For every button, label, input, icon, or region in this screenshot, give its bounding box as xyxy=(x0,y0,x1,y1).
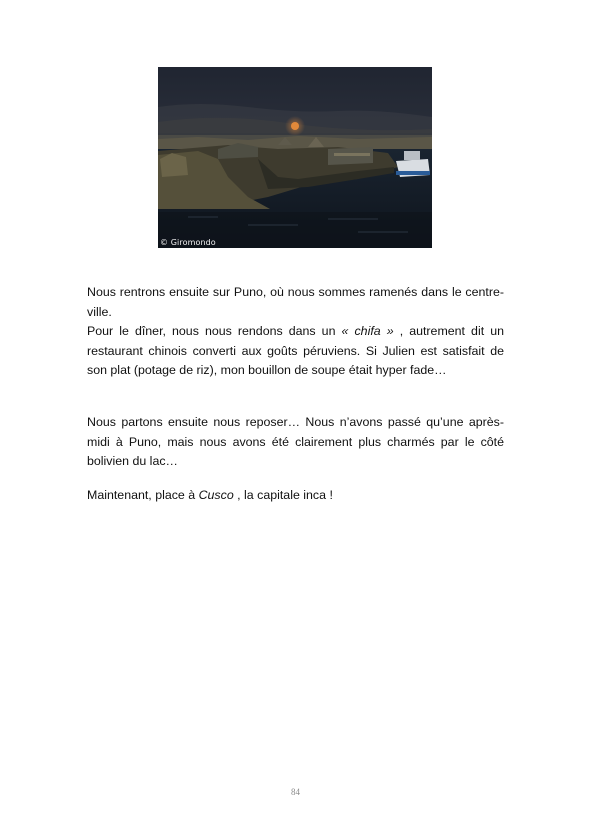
cusco-term: Cusco xyxy=(198,488,234,502)
photo-illustration xyxy=(158,67,432,248)
paragraph-block-3 xyxy=(87,486,504,506)
paragraph-return-puno: Nous rentrons ensuite sur Puno, où nous sommes ramenés dans le centre-ville. xyxy=(87,285,504,319)
page-number: 84 xyxy=(291,787,300,797)
paragraph-rest: Nous partons ensuite nous reposer… Nous n’avons passé qu’une après-midi à Puno, mais nous avons été clairement plus charmés par le côté bolivien du lac… xyxy=(87,415,504,469)
lake-sunset-photo xyxy=(158,67,432,248)
paragraph-cusco xyxy=(87,486,504,506)
dinner-text-end: , autrement dit un restaurant chinois converti aux goûts péruviens. Si Julien est satisfait de son plat (potage de riz), mon bouillon de soupe était hyper fade… xyxy=(87,324,504,378)
dinner-text-start: Pour le dîner, nous nous rendons dans un xyxy=(87,324,342,339)
cusco-text-end: , la capitale inca ! xyxy=(233,488,333,502)
paragraph-dinner xyxy=(87,322,504,381)
paragraph-block-1 xyxy=(87,283,504,381)
cusco-text-start: Maintenant, place à xyxy=(87,488,199,502)
paragraph-block-2 xyxy=(87,413,504,472)
chifa-term: « chifa » xyxy=(341,324,394,339)
photo-credit: © Giromondo xyxy=(160,238,216,247)
